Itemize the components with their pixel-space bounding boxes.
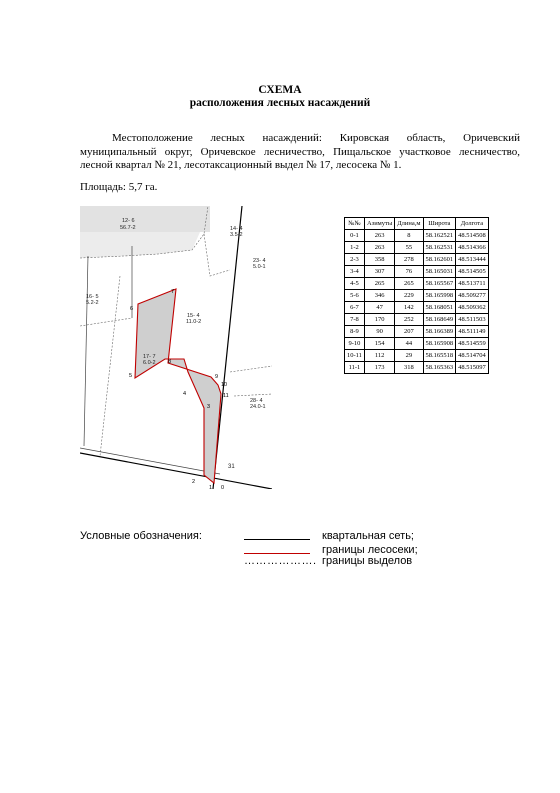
stand-label-15: 15- 4 <box>187 313 200 319</box>
table-cell: 3-4 <box>345 266 365 278</box>
table-header-row <box>345 218 489 230</box>
table-cell: 58.165567 <box>423 278 456 290</box>
table-cell: 58.168051 <box>423 302 456 314</box>
point-label-5: 5 <box>129 373 133 379</box>
legend-cutting-text: границы лесосеки; <box>322 544 418 556</box>
point-label-11: 11 <box>223 393 229 399</box>
table-cell: 4-5 <box>345 278 365 290</box>
table-row <box>345 278 489 290</box>
table-cell: 48.509362 <box>456 302 489 314</box>
table-cell: 263 <box>364 230 394 242</box>
point-label-6: 6 <box>130 306 134 312</box>
table-cell: 142 <box>395 302 423 314</box>
point-label-4: 4 <box>183 391 187 397</box>
table-cell: 207 <box>395 326 423 338</box>
column-header: Долгота <box>456 218 489 230</box>
map-shade-top <box>80 206 210 232</box>
table-cell: 58.165518 <box>423 350 456 362</box>
table-cell: 6-7 <box>345 302 365 314</box>
stand-label-14: 14- 4 <box>230 226 243 232</box>
stand-label-12-tax: 56.7-2 <box>120 225 136 231</box>
point-label-7: 7 <box>171 289 175 295</box>
legend-cutting-line <box>244 553 310 554</box>
table-cell: 58.162601 <box>423 254 456 266</box>
stand-label-23: 23- 4 <box>253 258 266 264</box>
table-cell: 58.165363 <box>423 362 456 374</box>
column-header: Широта <box>423 218 456 230</box>
stand-label-12: 12- 6 <box>122 218 135 224</box>
legend-stand-marker: ………………. <box>244 555 317 567</box>
stand-label-23-tax: 5.0-1 <box>253 264 266 270</box>
table-row <box>345 266 489 278</box>
table-cell: 8 <box>395 230 423 242</box>
document-subtitle: расположения лесных насаждений <box>189 97 371 109</box>
table-cell: 58.165998 <box>423 290 456 302</box>
table-cell: 58.168649 <box>423 314 456 326</box>
table-cell: 48.514559 <box>456 338 489 350</box>
stand-label-16-tax: 5.2-2 <box>86 300 99 306</box>
table-cell: 252 <box>395 314 423 326</box>
table-cell: 229 <box>395 290 423 302</box>
table-cell: 9-10 <box>345 338 365 350</box>
quarter-number-31: 31 <box>228 464 235 470</box>
legend-quarter-line <box>244 539 310 540</box>
table-cell: 154 <box>364 338 394 350</box>
table-cell: 11-1 <box>345 362 365 374</box>
table-cell: 48.513444 <box>456 254 489 266</box>
table-row <box>345 350 489 362</box>
table-cell: 48.511149 <box>456 326 489 338</box>
stand-label-16: 16- 5 <box>86 294 99 300</box>
legend-title: Условные обозначения: <box>80 530 202 542</box>
table-cell: 346 <box>364 290 394 302</box>
table-cell: 5-6 <box>345 290 365 302</box>
table-cell: 1-2 <box>345 242 365 254</box>
table-row <box>345 338 489 350</box>
table-cell: 278 <box>395 254 423 266</box>
stand-label-28-tax: 24.0-1 <box>250 404 266 410</box>
table-row <box>345 362 489 374</box>
column-header: №№ <box>345 218 365 230</box>
legend-quarter-text: квартальная сеть; <box>322 530 414 542</box>
table-cell: 55 <box>395 242 423 254</box>
table-cell: 173 <box>364 362 394 374</box>
table-cell: 44 <box>395 338 423 350</box>
point-label-1: 1 <box>209 485 213 489</box>
table-cell: 265 <box>364 278 394 290</box>
table-cell: 7-8 <box>345 314 365 326</box>
forest-plot-map <box>80 206 272 489</box>
area-text: Площадь: 5,7 га. <box>80 181 158 193</box>
table-cell: 112 <box>364 350 394 362</box>
document-title: СХЕМА <box>258 84 302 96</box>
stand-label-17-tax: 6.0-2 <box>143 360 156 366</box>
column-header: Длина,м <box>395 218 423 230</box>
table-cell: 48.514505 <box>456 266 489 278</box>
table-cell: 76 <box>395 266 423 278</box>
table-cell: 47 <box>364 302 394 314</box>
stand-label-28: 28- 4 <box>250 398 263 404</box>
table-cell: 58.162521 <box>423 230 456 242</box>
point-label-9: 9 <box>215 374 219 380</box>
table-cell: 48.514366 <box>456 242 489 254</box>
coordinates-table <box>344 217 489 374</box>
location-description: Местоположение лесных насаждений: Кировская область, Оричевский муниципальный округ, Оричевское лесничество, Пищальское участковое лесничество, лесной квартал № 21, лесотаксационный выдел № 17, лесосека № 1. <box>80 132 520 171</box>
table-cell: 2-3 <box>345 254 365 266</box>
table-row <box>345 290 489 302</box>
table-row <box>345 242 489 254</box>
table-row <box>345 254 489 266</box>
table-cell: 358 <box>364 254 394 266</box>
table-row <box>345 326 489 338</box>
stand-label-17: 17- 7 <box>143 354 156 360</box>
table-row <box>345 302 489 314</box>
point-label-10: 10 <box>221 382 228 388</box>
table-cell: 58.165908 <box>423 338 456 350</box>
table-cell: 48.509277 <box>456 290 489 302</box>
point-label-3: 3 <box>207 404 211 410</box>
point-label-0: 0 <box>221 485 225 489</box>
point-label-8: 8 <box>168 359 172 365</box>
table-cell: 48.514508 <box>456 230 489 242</box>
table-cell: 8-9 <box>345 326 365 338</box>
table-cell: 48.515097 <box>456 362 489 374</box>
table-cell: 0-1 <box>345 230 365 242</box>
table-cell: 263 <box>364 242 394 254</box>
table-cell: 265 <box>395 278 423 290</box>
table-cell: 48.514704 <box>456 350 489 362</box>
table-cell: 318 <box>395 362 423 374</box>
point-label-2: 2 <box>192 479 196 485</box>
legend-stand-text: границы выделов <box>322 555 413 567</box>
table-cell: 29 <box>395 350 423 362</box>
stand-label-14-tax: 3.5-2 <box>230 232 243 238</box>
table-cell: 58.162531 <box>423 242 456 254</box>
column-header: Азимуты <box>364 218 394 230</box>
table-cell: 10-11 <box>345 350 365 362</box>
table-cell: 170 <box>364 314 394 326</box>
table-row <box>345 314 489 326</box>
table-cell: 48.513711 <box>456 278 489 290</box>
table-cell: 90 <box>364 326 394 338</box>
stand-label-15-tax: 11.0-2 <box>186 319 202 325</box>
table-cell: 307 <box>364 266 394 278</box>
table-cell: 58.165031 <box>423 266 456 278</box>
table-row <box>345 230 489 242</box>
table-cell: 58.166389 <box>423 326 456 338</box>
table-cell: 48.511503 <box>456 314 489 326</box>
